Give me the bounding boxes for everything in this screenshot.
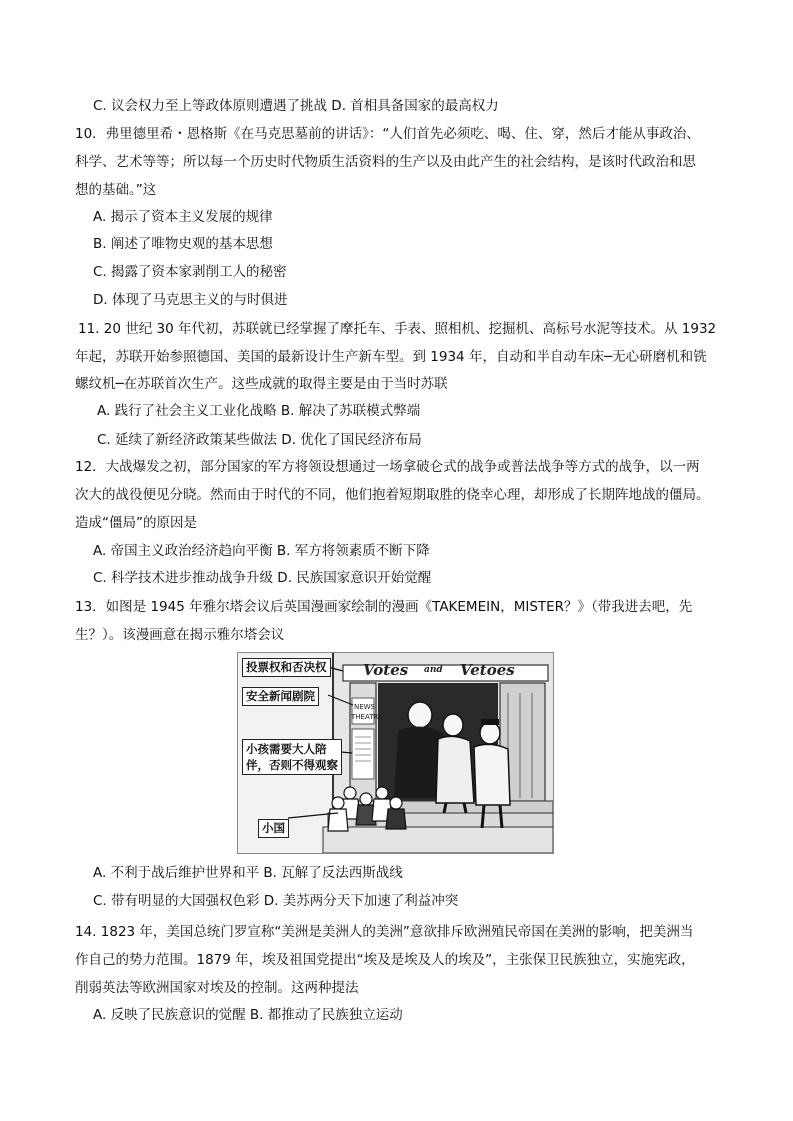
q14-stem-line1: 14. 1823 年，美国总统门罗宣称“美洲是美洲人的美洲”意欲排斥欧洲殖民帝国在美洲的影响，把美洲当: [75, 924, 694, 940]
q10-option-d: D. 体现了马克思主义的与时俱进: [93, 292, 288, 308]
q11-stem-line2: 年起，苏联开始参照德国、美国的最新设计生产新车型。到 1934 年，自动和半自动车床─无心研磨机和铣: [75, 349, 707, 365]
cartoon-label-votes-veto: 投票权和否决权: [242, 658, 331, 677]
q10-option-b: B. 阐述了唯物史观的基本思想: [93, 236, 273, 252]
q13-stem-line2: 生？）。该漫画意在揭示雅尔塔会议: [75, 627, 285, 643]
q12-options-cd: C. 科学技术进步推动战争升级 D. 民族国家意识开始觉醒: [93, 570, 432, 586]
q9-options-cd: C. 议会权力至上等政体原则遭遇了挑战 D. 首相具备国家的最高权力: [93, 98, 499, 114]
q12-stem-line2: 次大的战役便见分晓。然而由于时代的不同，他们抱着短期取胜的侥幸心理，却形成了长期阵地战的僵局。: [75, 487, 710, 503]
q14-stem-line3: 削弱英法等欧洲国家对埃及的控制。这两种提法: [75, 980, 359, 996]
q10-stem-line1: 10．弗里德里希・恩格斯《在马克思墓前的讲话》：“人们首先必须吃、喝、住、穿，然后才能从事政治、: [75, 126, 700, 142]
q13-options-cd: C. 带有明显的大国强权色彩 D. 美苏两分天下加速了利益冲突: [93, 893, 459, 909]
q13-stem-line1: 13．如图是 1945 年雅尔塔会议后英国漫画家绘制的漫画《TAKEMEIN，MISTER？》（带我进去吧，先: [75, 599, 693, 615]
q13-options-ab: A. 不利于战后维护世界和平 B. 瓦解了反法西斯战线: [93, 865, 403, 881]
cartoon-label-security-theatre: 安全新闻剧院: [242, 687, 319, 706]
yalta-cartoon: [237, 652, 554, 854]
cartoon-label-line2: 伴，否则不得观察: [246, 758, 338, 772]
cartoon-poster-theatre: THEATRE: [351, 713, 383, 721]
q11-options-ab: A. 践行了社会主义工业化战略 B. 解决了苏联模式弊端: [97, 403, 421, 419]
cartoon-poster-news: NEWS: [354, 703, 376, 711]
cartoon-sign-and: and: [424, 665, 443, 675]
q10-stem-line2: 科学、艺术等等；所以每一个历史时代物质生活资料的生产以及由此产生的社会结构，是该时代政治和思: [75, 154, 696, 170]
q11-options-cd: C. 延续了新经济政策某些做法 D. 优化了国民经济布局: [97, 432, 422, 448]
cartoon-sign-vetoes: Vetoes: [460, 661, 515, 679]
cartoon-sign-votes: Votes: [363, 661, 409, 679]
q12-stem-line3: 造成“僵局”的原因是: [75, 515, 197, 531]
q11-stem-line1: 11. 20 世纪 30 年代初，苏联就已经掌握了摩托车、手表、照相机、挖掘机、高标号水泥等技术。从 1932: [78, 321, 717, 337]
q14-options-ab: A. 反映了民族意识的觉醒 B. 都推动了民族独立运动: [93, 1007, 403, 1023]
cartoon-label-children-accompanied: [242, 739, 342, 775]
q12-stem-line1: 12．大战爆发之初，部分国家的军方将领设想通过一场拿破仑式的战争或普法战争等方式的战争，以一两: [75, 459, 700, 475]
q10-option-a: A. 揭示了资本主义发展的规律: [93, 209, 273, 225]
q10-stem-line3: 想的基础。”这: [75, 182, 157, 198]
cartoon-label-small-nations: 小国: [258, 819, 289, 838]
q14-stem-line2: 作自己的势力范围。1879 年，埃及祖国党提出“埃及是埃及人的埃及”，主张保卫民族独立，实施宪政，: [75, 952, 695, 968]
q10-option-c: C. 揭露了资本家剥削工人的秘密: [93, 264, 287, 280]
cartoon-label-line1: 小孩需要大人陪: [246, 742, 327, 756]
q12-options-ab: A. 帝国主义政治经济趋向平衡 B. 军方将领素质不断下降: [93, 543, 430, 559]
q11-stem-line3: 螺纹机─在苏联首次生产。这些成就的取得主要是由于当时苏联: [75, 376, 448, 392]
